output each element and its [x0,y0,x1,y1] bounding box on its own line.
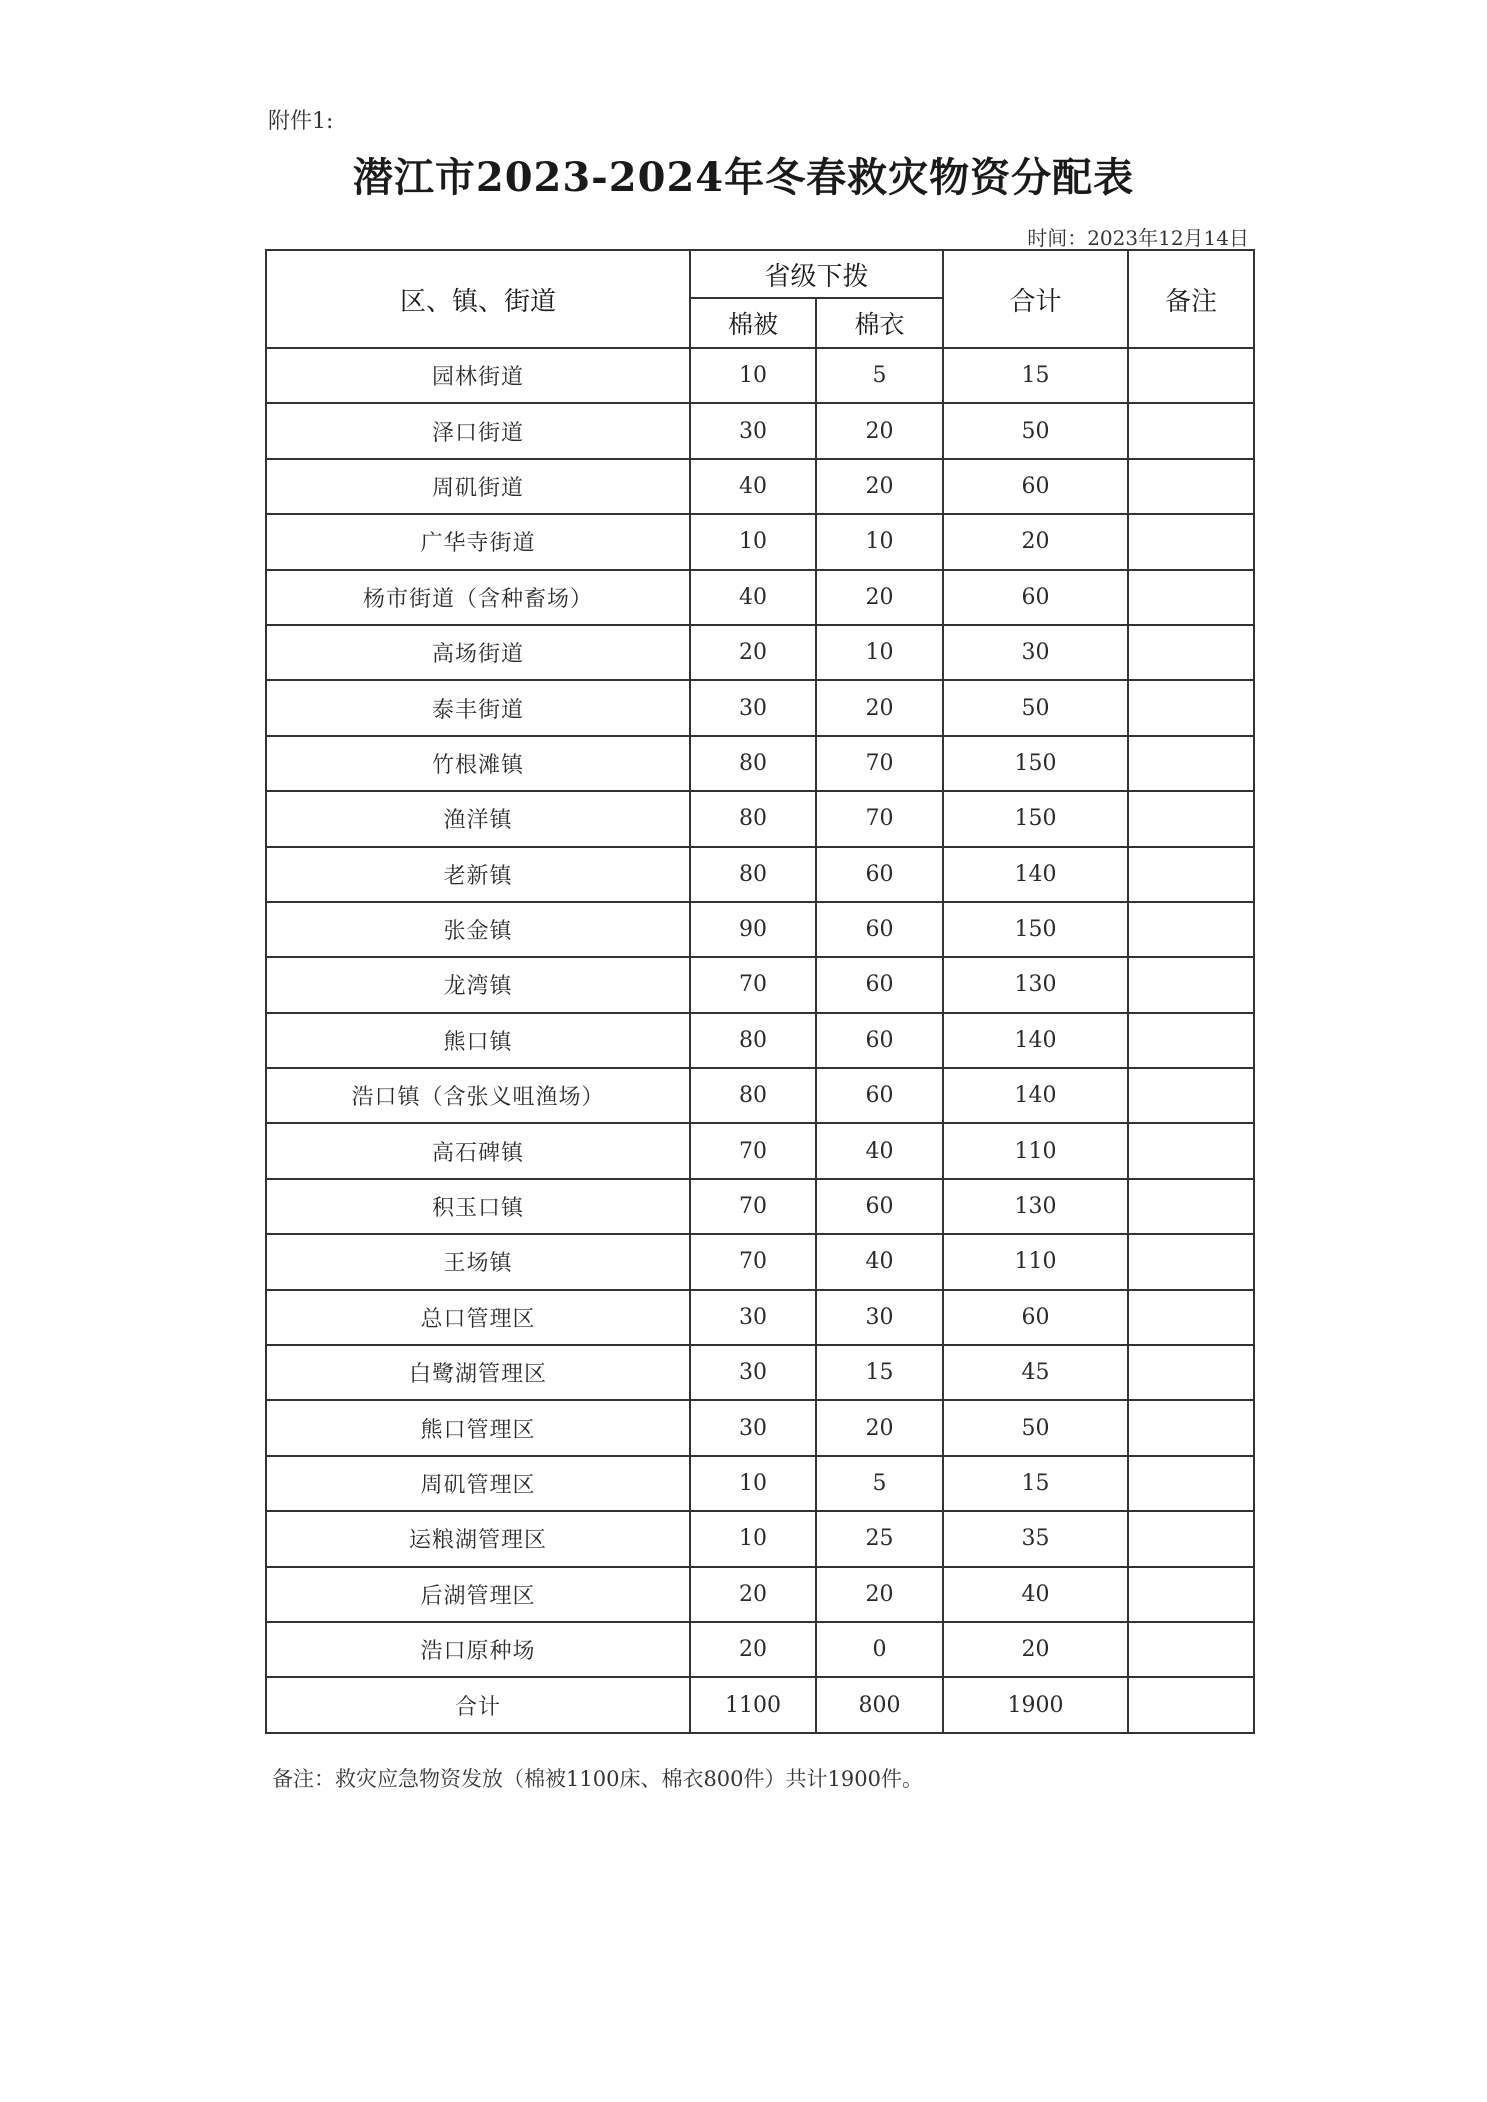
cell-total: 60 [943,459,1128,514]
cell-district: 竹根滩镇 [266,736,690,791]
cell-district: 杨市街道（含种畜场） [266,570,690,625]
total-cell-remark [1128,1677,1254,1732]
cell-quilts: 40 [690,459,816,514]
cell-quilts: 20 [690,625,816,680]
cell-clothes: 30 [816,1290,943,1345]
cell-total: 60 [943,570,1128,625]
total-cell-quilts: 1100 [690,1677,816,1732]
cell-quilts: 10 [690,1511,816,1566]
cell-remark [1128,625,1254,680]
cell-total: 140 [943,847,1128,902]
table-row [266,1013,1254,1068]
cell-remark [1128,1622,1254,1677]
cell-clothes: 20 [816,570,943,625]
cell-total: 110 [943,1234,1128,1289]
cell-clothes: 5 [816,348,943,403]
cell-clothes: 15 [816,1345,943,1400]
cell-total: 35 [943,1511,1128,1566]
cell-district: 园林街道 [266,348,690,403]
table-row [266,570,1254,625]
cell-quilts: 10 [690,514,816,569]
cell-total: 110 [943,1123,1128,1178]
table-row [266,736,1254,791]
cell-quilts: 30 [690,403,816,458]
table-row [266,1290,1254,1345]
cell-remark [1128,1123,1254,1178]
cell-clothes: 60 [816,847,943,902]
cell-quilts: 10 [690,1456,816,1511]
table-row [266,847,1254,902]
cell-district: 周矶街道 [266,459,690,514]
cell-remark [1128,1345,1254,1400]
cell-district: 老新镇 [266,847,690,902]
cell-remark [1128,1068,1254,1123]
table-body [266,348,1254,1733]
cell-total: 45 [943,1345,1128,1400]
cell-quilts: 80 [690,847,816,902]
header-provincial: 省级下拨 [690,250,943,298]
cell-quilts: 80 [690,791,816,846]
cell-clothes: 60 [816,902,943,957]
cell-total: 15 [943,348,1128,403]
cell-clothes: 25 [816,1511,943,1566]
header-district: 区、镇、街道 [266,250,690,348]
cell-remark [1128,791,1254,846]
cell-district: 张金镇 [266,902,690,957]
cell-total: 140 [943,1013,1128,1068]
header-remarks: 备注 [1128,250,1254,348]
cell-remark [1128,1013,1254,1068]
cell-total: 50 [943,680,1128,735]
table-header-row [266,250,1254,298]
cell-district: 高石碑镇 [266,1123,690,1178]
cell-remark [1128,847,1254,902]
cell-clothes: 70 [816,791,943,846]
cell-total: 20 [943,514,1128,569]
cell-district: 龙湾镇 [266,957,690,1012]
cell-quilts: 30 [690,1345,816,1400]
cell-district: 泰丰街道 [266,680,690,735]
table-row [266,791,1254,846]
totals-row [266,1677,1254,1732]
cell-remark [1128,1234,1254,1289]
table-row [266,625,1254,680]
total-cell-district: 合计 [266,1677,690,1732]
cell-total: 150 [943,902,1128,957]
table-row [266,902,1254,957]
table-row [266,403,1254,458]
cell-remark [1128,736,1254,791]
cell-clothes: 60 [816,1013,943,1068]
table-row [266,680,1254,735]
cell-remark [1128,680,1254,735]
cell-total: 50 [943,1400,1128,1455]
table-row [266,1068,1254,1123]
cell-quilts: 70 [690,1123,816,1178]
cell-district: 运粮湖管理区 [266,1511,690,1566]
attachment-label: 附件1: [268,109,334,134]
cell-total: 15 [943,1456,1128,1511]
cell-remark [1128,348,1254,403]
cell-clothes: 10 [816,625,943,680]
table-row [266,1345,1254,1400]
cell-quilts: 20 [690,1622,816,1677]
table-row [266,1123,1254,1178]
document-date: 时间：2023年12月14日 [1027,226,1249,250]
cell-quilts: 90 [690,902,816,957]
cell-district: 浩口原种场 [266,1622,690,1677]
cell-remark [1128,1511,1254,1566]
cell-quilts: 40 [690,570,816,625]
cell-district: 广华寺街道 [266,514,690,569]
cell-clothes: 20 [816,459,943,514]
cell-district: 王场镇 [266,1234,690,1289]
cell-clothes: 5 [816,1456,943,1511]
cell-clothes: 60 [816,1068,943,1123]
cell-district: 白鹭湖管理区 [266,1345,690,1400]
allocation-table [265,249,1255,1734]
table-row [266,348,1254,403]
table-row [266,514,1254,569]
table-row [266,1511,1254,1566]
cell-district: 高场街道 [266,625,690,680]
cell-district: 总口管理区 [266,1290,690,1345]
table-row [266,1400,1254,1455]
cell-remark [1128,403,1254,458]
cell-remark [1128,1290,1254,1345]
cell-quilts: 30 [690,1290,816,1345]
cell-clothes: 20 [816,1400,943,1455]
table-row [266,1234,1254,1289]
cell-quilts: 70 [690,957,816,1012]
cell-quilts: 80 [690,1013,816,1068]
cell-total: 30 [943,625,1128,680]
cell-clothes: 10 [816,514,943,569]
cell-total: 40 [943,1567,1128,1622]
cell-district: 积玉口镇 [266,1179,690,1234]
cell-total: 140 [943,1068,1128,1123]
cell-remark [1128,957,1254,1012]
cell-quilts: 70 [690,1179,816,1234]
cell-clothes: 20 [816,403,943,458]
cell-district: 浩口镇（含张义咀渔场） [266,1068,690,1123]
cell-remark [1128,1179,1254,1234]
table-row [266,1179,1254,1234]
cell-total: 20 [943,1622,1128,1677]
footnote: 备注：救灾应急物资发放（棉被1100床、棉衣800件）共计1900件。 [272,1767,923,1791]
cell-quilts: 30 [690,680,816,735]
cell-clothes: 60 [816,957,943,1012]
cell-clothes: 20 [816,680,943,735]
cell-remark [1128,1400,1254,1455]
cell-total: 130 [943,1179,1128,1234]
table-row [266,957,1254,1012]
cell-clothes: 20 [816,1567,943,1622]
page-title: 潜江市2023-2024年冬春救灾物资分配表 [352,154,1135,201]
table-row [266,1456,1254,1511]
cell-quilts: 80 [690,736,816,791]
cell-quilts: 20 [690,1567,816,1622]
total-cell-total: 1900 [943,1677,1128,1732]
cell-quilts: 30 [690,1400,816,1455]
cell-quilts: 80 [690,1068,816,1123]
header-quilts: 棉被 [690,298,816,348]
cell-remark [1128,1567,1254,1622]
cell-district: 熊口镇 [266,1013,690,1068]
table-row [266,1622,1254,1677]
cell-clothes: 0 [816,1622,943,1677]
cell-district: 泽口街道 [266,403,690,458]
total-cell-clothes: 800 [816,1677,943,1732]
table-row [266,1567,1254,1622]
cell-district: 后湖管理区 [266,1567,690,1622]
cell-clothes: 40 [816,1123,943,1178]
cell-district: 熊口管理区 [266,1400,690,1455]
cell-district: 周矶管理区 [266,1456,690,1511]
header-total: 合计 [943,250,1128,348]
cell-quilts: 70 [690,1234,816,1289]
cell-remark [1128,570,1254,625]
cell-district: 渔洋镇 [266,791,690,846]
cell-remark [1128,514,1254,569]
cell-remark [1128,459,1254,514]
cell-clothes: 70 [816,736,943,791]
cell-remark [1128,1456,1254,1511]
cell-clothes: 40 [816,1234,943,1289]
cell-total: 150 [943,791,1128,846]
table-row [266,459,1254,514]
cell-remark [1128,902,1254,957]
cell-total: 60 [943,1290,1128,1345]
cell-quilts: 10 [690,348,816,403]
cell-total: 130 [943,957,1128,1012]
cell-clothes: 60 [816,1179,943,1234]
cell-total: 150 [943,736,1128,791]
cell-total: 50 [943,403,1128,458]
header-clothes: 棉衣 [816,298,943,348]
